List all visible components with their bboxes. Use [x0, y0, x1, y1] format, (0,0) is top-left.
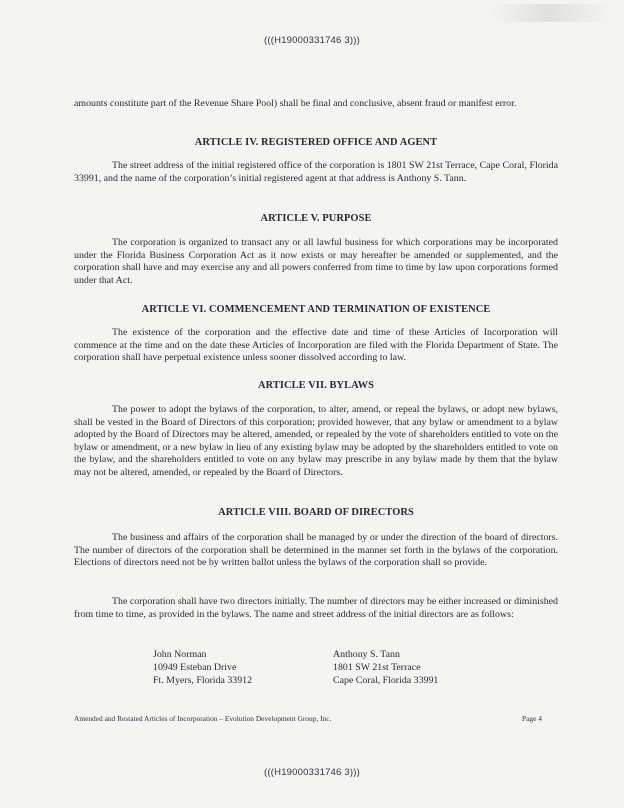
director-1-address: [153, 648, 252, 687]
article-8-heading: ARTICLE VIII. BOARD OF DIRECTORS: [218, 507, 414, 518]
article-6-heading: ARTICLE VI. COMMENCEMENT AND TERMINATION OF EXISTENCE: [141, 304, 491, 315]
director-1-name: John Norman: [153, 649, 207, 660]
intro-paragraph: amounts constitute part of the Revenue Share Pool) shall be final and conclusive, absent fraud or manifest error.: [74, 98, 517, 109]
filing-stamp-top: (((H19000331746 3))): [264, 35, 360, 46]
article-4-text: The street address of the initial registered office of the corporation is 1801 SW 21st Terrace, Cape Coral, Florida 33991, and the name of the corporation’s initial registered agent at that address is Anthony S. Tann.: [74, 160, 558, 184]
article-6-text: The existence of the corporation and the effective date and time of these Articles of Incorporation will commence at the time and on the date these Articles of Incorporation are filed with the Florida Department of State. The corporation shall have perpetual existence unless sooner dissolved according to law.: [74, 327, 558, 364]
director-2-street: 1801 SW 21st Terrace: [333, 662, 421, 673]
filing-stamp-bottom: (((H19000331746 3))): [264, 767, 360, 778]
director-1-street: 10949 Esteban Drive: [153, 662, 237, 673]
article-4-heading: ARTICLE IV. REGISTERED OFFICE AND AGENT: [194, 137, 438, 148]
director-2-name: Anthony S. Tann: [333, 649, 400, 660]
article-7-text: The power to adopt the bylaws of the corporation, to alter, amend, or repeal the bylaws, or adopt new bylaws, shall be vested in the Board of Directors of this corporation; provided however, that any bylaw or amendment to a bylaw adopted by the Board of Directors may be altered, amended, or repealed by the vote of shareholders entitled to vote on the bylaw or amendment, or a new bylaw in lieu of any existing bylaw may be adopted by the shareholders entitled to vote on the bylaw, and the shareholders entitled to vote on any bylaw may prescribe in any bylaw made by them that the bylaw may not be altered, amended, or repealed by the Board of Directors.: [74, 404, 558, 478]
article-5-heading: ARTICLE V. PURPOSE: [260, 213, 372, 224]
director-2-address: [333, 648, 438, 687]
article-5-text: The corporation is organized to transact any or all lawful business for which corporations may be incorporated under the Florida Business Corporation Act as it now exists or may hereafter be amended or supplemented, and the corporation shall have and may exercise any and all powers conferred from time to time by law upon corporations formed under that Act.: [74, 237, 558, 286]
director-2-city: Cape Coral, Florida 33991: [333, 675, 439, 686]
footer-page-number: Page 4: [522, 714, 542, 723]
director-1-city: Ft. Myers, Florida 33912: [153, 675, 253, 686]
article-7-heading: ARTICLE VII. BYLAWS: [258, 380, 374, 391]
article-8-text-1: The business and affairs of the corporation shall be managed by or under the direction of the board of directors. The number of directors of the corporation shall be determined in the manner set forth in the bylaws of the corporation. Elections of directors need not be by written ballot unless the bylaws of the corporation shall so provide.: [74, 532, 558, 569]
footer-document-title: Amended and Restated Articles of Incorporation – Evolution Development Group, Inc.: [74, 714, 332, 723]
article-8-text-2: The corporation shall have two directors initially. The number of directors may be either increased or diminished from time to time, as provided in the bylaws. The name and street address of the initial directors are as follows:: [74, 596, 558, 620]
scan-artifact: [490, 4, 610, 22]
